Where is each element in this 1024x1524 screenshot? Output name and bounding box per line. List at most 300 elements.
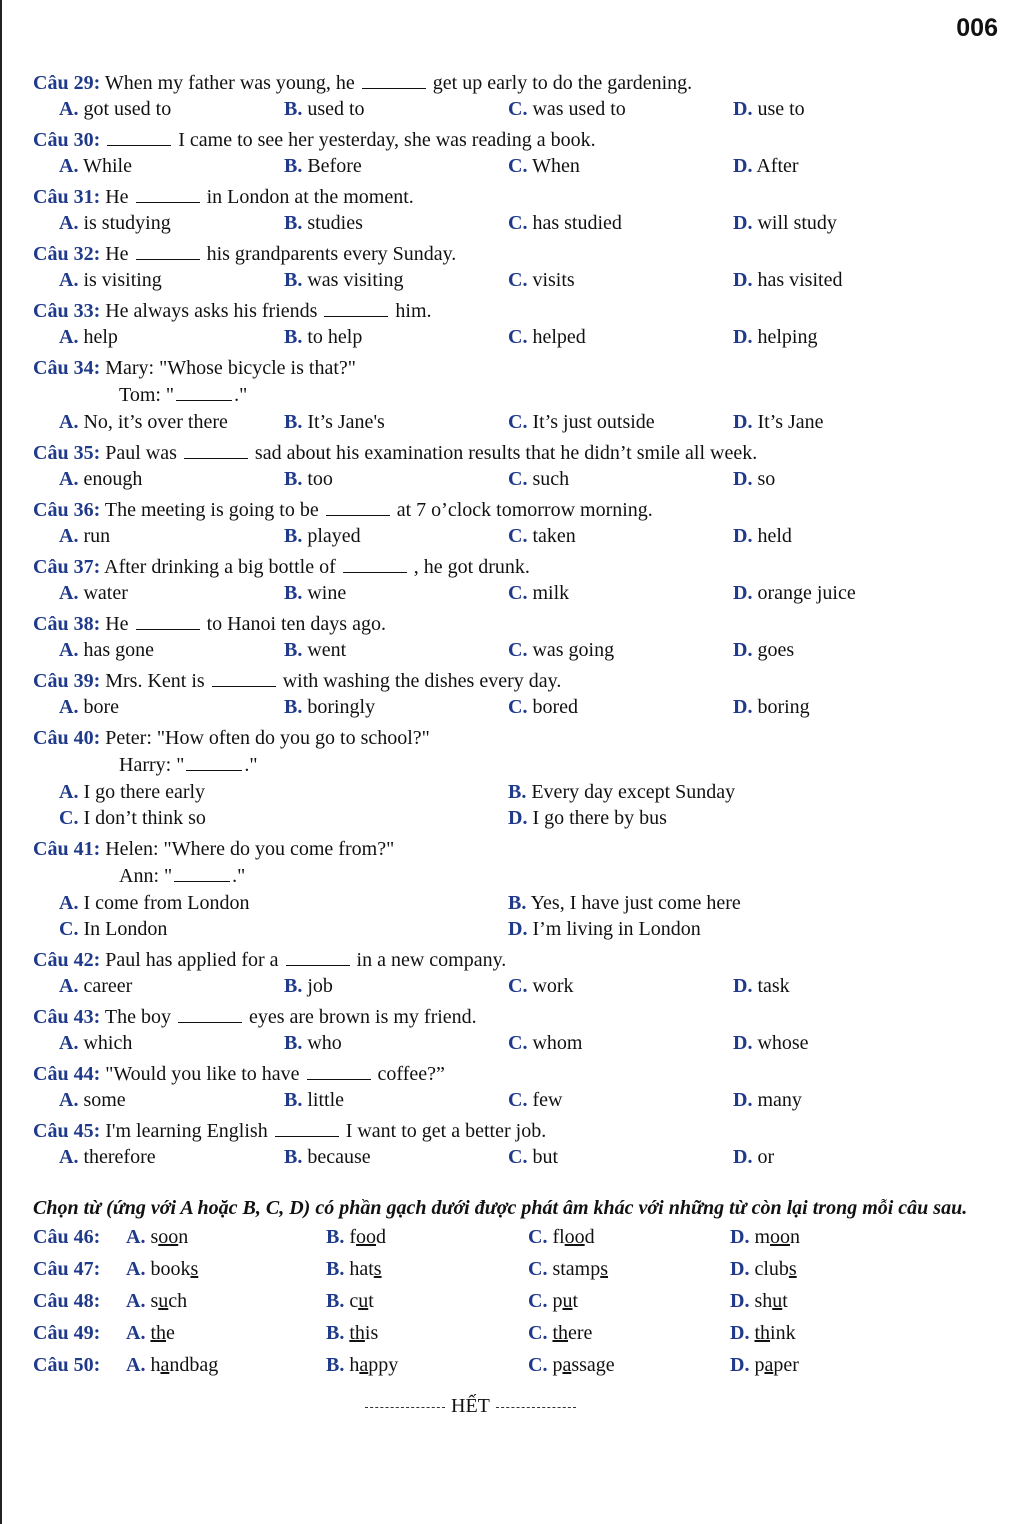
answer-option[interactable] (59, 805, 206, 832)
answer-option[interactable] (508, 523, 576, 550)
answer-option[interactable] (59, 324, 118, 351)
answer-option[interactable] (59, 153, 132, 180)
word-part: stamp (552, 1258, 601, 1280)
answer-option[interactable] (59, 779, 205, 806)
option-letter: D. (730, 1290, 750, 1312)
exam-document (33, 70, 1003, 1418)
answer-option[interactable] (730, 1285, 788, 1317)
word-part: p (754, 1354, 765, 1376)
option-letter: B. (284, 326, 303, 348)
answer-blank[interactable] (136, 615, 200, 630)
answer-option[interactable] (508, 153, 580, 180)
option-text: taken (532, 525, 576, 547)
pronunciation-instruction: Chọn từ (ứng với A hoặc B, C, D) có phần gạch dưới được phát âm khác với những từ còn lại trong mỗi câu sau. (33, 1197, 968, 1219)
question-stem (33, 440, 1003, 466)
option-letter: A. (59, 639, 79, 661)
answer-option[interactable] (59, 1144, 156, 1171)
answer-option[interactable] (730, 1221, 800, 1253)
option-text: has gone (83, 639, 154, 661)
option-letter: B. (284, 696, 303, 718)
word-part: f (349, 1226, 357, 1248)
option-letter: B. (284, 468, 303, 490)
underlined-sound: u (562, 1290, 573, 1312)
question-text-before: Paul has applied for a (105, 949, 279, 971)
answer-option[interactable] (59, 466, 142, 493)
answer-option[interactable] (733, 1144, 774, 1171)
option-text: therefore (83, 1146, 156, 1168)
option-text: While (83, 155, 132, 177)
question-text-before: He (105, 243, 129, 265)
option-text: but (532, 1146, 559, 1168)
answer-option[interactable] (326, 1221, 386, 1253)
question-text-before: When my father was young, he (104, 72, 355, 94)
question-number: Câu 40: (33, 727, 101, 749)
underlined-sound: oo (158, 1226, 179, 1248)
dialog-close: ." (244, 754, 258, 776)
answer-option[interactable] (733, 409, 824, 436)
option-text: In London (83, 918, 168, 940)
option-letter: B. (284, 155, 303, 177)
dialog-line (33, 751, 1003, 779)
question-number: Câu 47: (33, 1258, 101, 1280)
answer-option[interactable] (508, 1087, 562, 1114)
pronunciation-question (33, 1317, 1003, 1349)
answer-option[interactable] (284, 267, 403, 294)
answer-blank[interactable] (286, 951, 350, 966)
word-part: t (782, 1290, 788, 1312)
option-text: is studying (83, 212, 171, 234)
option-text: has visited (757, 269, 843, 291)
answer-option[interactable] (508, 805, 667, 832)
question-text-after: , he got drunk. (413, 556, 530, 578)
question-stem (33, 1004, 1003, 1030)
option-letter: C. (508, 582, 528, 604)
word-part: fl (552, 1226, 565, 1248)
answer-option[interactable] (59, 890, 250, 917)
option-letter: A. (59, 468, 79, 490)
question-text-before: Mrs. Kent is (105, 670, 205, 692)
option-letter: C. (508, 212, 528, 234)
option-letter: A. (59, 1032, 79, 1054)
answer-blank[interactable] (362, 74, 426, 89)
answer-options (33, 210, 1003, 237)
option-text: I go there early (83, 781, 206, 803)
option-text: enough (83, 468, 143, 490)
question-text-after: in a new company. (356, 949, 507, 971)
answer-option[interactable] (733, 694, 810, 721)
answer-option[interactable] (59, 523, 110, 550)
word-part: d (584, 1226, 595, 1248)
option-text: work (532, 975, 574, 997)
option-text: some (83, 1089, 126, 1111)
question-number: Câu 32: (33, 243, 101, 265)
answer-option[interactable] (733, 580, 856, 607)
word-part: p (552, 1290, 563, 1312)
question-number: Câu 36: (33, 499, 101, 521)
answer-option[interactable] (528, 1317, 592, 1349)
answer-blank[interactable] (136, 188, 200, 203)
answer-option[interactable] (508, 973, 574, 1000)
answer-option[interactable] (528, 1349, 615, 1381)
answer-blank[interactable] (178, 1008, 242, 1023)
option-text: job (307, 975, 333, 997)
dialog-speaker: Tom: " (119, 384, 175, 406)
option-letter: D. (733, 525, 753, 547)
question-stem (33, 241, 1003, 267)
word-part: ndbag (169, 1354, 219, 1376)
answer-option[interactable] (508, 1144, 558, 1171)
question-number: Câu 34: (33, 357, 101, 379)
option-letter: B. (326, 1258, 345, 1280)
option-letter: C. (508, 1146, 528, 1168)
answer-option[interactable] (733, 973, 790, 1000)
question-text-after: his grandparents every Sunday. (206, 243, 457, 265)
answer-option[interactable] (508, 96, 626, 123)
answer-option[interactable] (59, 409, 228, 436)
question-text-after: sad about his examination results that he didn’t smile all week. (254, 442, 758, 464)
option-letter: C. (508, 639, 528, 661)
word-part: ch (168, 1290, 188, 1312)
answer-options (33, 409, 1003, 436)
answer-blank[interactable] (343, 558, 407, 573)
question-text-before: The boy (104, 1006, 171, 1028)
question-number: Câu 41: (33, 838, 101, 860)
answer-option[interactable] (284, 973, 333, 1000)
answer-blank[interactable] (186, 756, 242, 771)
option-text: After (756, 155, 799, 177)
option-letter: A. (59, 1089, 79, 1111)
option-letter: D. (733, 582, 753, 604)
answer-option[interactable] (508, 466, 569, 493)
end-dash-left (365, 1407, 445, 1408)
underlined-sound: u (772, 1290, 783, 1312)
option-text: milk (532, 582, 570, 604)
underlined-sound: a (160, 1354, 170, 1376)
answer-option[interactable] (284, 637, 346, 664)
option-letter: C. (508, 326, 528, 348)
answer-option[interactable] (126, 1285, 187, 1317)
answer-option[interactable] (284, 1030, 342, 1057)
end-text: HẾT (451, 1395, 490, 1417)
word-part: ink (770, 1322, 796, 1344)
answer-blank[interactable] (184, 444, 248, 459)
question-stem (33, 497, 1003, 523)
answer-option[interactable] (59, 267, 162, 294)
question-number: Câu 31: (33, 186, 101, 208)
answer-option[interactable] (326, 1317, 378, 1349)
answer-option[interactable] (508, 637, 614, 664)
word-part: n (790, 1226, 801, 1248)
answer-option[interactable] (59, 694, 119, 721)
answer-option[interactable] (284, 210, 363, 237)
answer-blank[interactable] (326, 501, 390, 516)
question-text-after: to Hanoi ten days ago. (206, 613, 386, 635)
question-stem (33, 355, 1003, 381)
question-number: Câu 38: (33, 613, 101, 635)
answer-blank[interactable] (324, 302, 388, 317)
option-letter: C. (508, 155, 528, 177)
word-part: s (150, 1290, 159, 1312)
option-text: goes (757, 639, 795, 661)
word-part: h (150, 1354, 161, 1376)
answer-options (33, 1030, 1003, 1057)
question-text-after: coffee?” (377, 1063, 445, 1085)
answer-blank[interactable] (107, 131, 171, 146)
answer-option[interactable] (59, 916, 167, 943)
answer-option[interactable] (528, 1285, 578, 1317)
question-text-before: Peter: "How often do you go to school?" (105, 727, 430, 749)
option-text: who (307, 1032, 342, 1054)
question-text-before: I'm learning English (105, 1120, 268, 1142)
option-text: water (83, 582, 128, 604)
option-letter: D. (733, 212, 753, 234)
answer-option[interactable] (59, 1087, 126, 1114)
option-text: which (83, 1032, 133, 1054)
option-letter: C. (528, 1290, 548, 1312)
answer-option[interactable] (508, 580, 569, 607)
answer-option[interactable] (59, 973, 132, 1000)
option-letter: A. (59, 696, 79, 718)
answer-option[interactable] (508, 916, 701, 943)
option-text: was used to (532, 98, 626, 120)
answer-option[interactable] (508, 409, 655, 436)
answer-option[interactable] (730, 1317, 796, 1349)
option-text: will study (757, 212, 837, 234)
option-letter: C. (59, 807, 79, 829)
option-letter: A. (59, 892, 79, 914)
underlined-sound: th (552, 1322, 569, 1344)
answer-option[interactable] (733, 466, 775, 493)
option-text: whose (757, 1032, 809, 1054)
option-text: went (307, 639, 347, 661)
option-text: I’m living in London (532, 918, 701, 940)
answer-blank[interactable] (212, 672, 276, 687)
question (33, 497, 1003, 550)
underlined-sound: u (158, 1290, 169, 1312)
underlined-sound: s (788, 1258, 797, 1280)
option-letter: B. (284, 1146, 303, 1168)
option-letter: D. (733, 1089, 753, 1111)
answer-option[interactable] (730, 1349, 799, 1381)
question-number: Câu 33: (33, 300, 101, 322)
option-letter: A. (126, 1322, 146, 1344)
question-text-after: get up early to do the gardening. (432, 72, 693, 94)
option-letter: A. (126, 1226, 146, 1248)
underlined-sound: a (764, 1354, 774, 1376)
answer-option[interactable] (284, 466, 333, 493)
dialog-speaker: Harry: " (119, 754, 185, 776)
answer-option[interactable] (733, 210, 837, 237)
end-marker (33, 1395, 1003, 1418)
answer-blank[interactable] (275, 1122, 339, 1137)
question-number: Câu 35: (33, 442, 101, 464)
answer-option[interactable] (284, 153, 362, 180)
answer-option[interactable] (508, 267, 575, 294)
question (33, 554, 1003, 607)
option-letter: B. (284, 212, 303, 234)
underlined-sound: s (600, 1258, 609, 1280)
question-number: Câu 42: (33, 949, 101, 971)
answer-option[interactable] (59, 1030, 132, 1057)
answer-options (33, 1087, 1003, 1114)
answer-options (33, 153, 1003, 180)
option-letter: B. (284, 1089, 303, 1111)
answer-option[interactable] (284, 580, 346, 607)
option-text: It’s Jane's (307, 411, 385, 433)
word-part: c (349, 1290, 359, 1312)
question (33, 127, 1003, 180)
question-text-after: him. (395, 300, 432, 322)
option-letter: D. (508, 918, 528, 940)
option-letter: C. (528, 1322, 548, 1344)
answer-option[interactable] (284, 694, 375, 721)
answer-option[interactable] (284, 324, 362, 351)
option-letter: A. (59, 98, 79, 120)
option-letter: C. (508, 468, 528, 490)
pronunciation-question (33, 1349, 1003, 1381)
option-text: use to (757, 98, 805, 120)
question (33, 1061, 1003, 1114)
answer-option[interactable] (733, 637, 794, 664)
word-part: t (368, 1290, 374, 1312)
answer-blank[interactable] (136, 245, 200, 260)
option-letter: B. (284, 1032, 303, 1054)
answer-option[interactable] (284, 523, 361, 550)
answer-options (33, 779, 1003, 832)
option-letter: A. (59, 975, 79, 997)
option-text: was visiting (307, 269, 404, 291)
word-part: ssage (571, 1354, 615, 1376)
question-stem (33, 298, 1003, 324)
answer-option[interactable] (284, 96, 365, 123)
answer-option[interactable] (508, 1030, 582, 1057)
answer-option[interactable] (733, 1087, 802, 1114)
option-letter: B. (326, 1290, 345, 1312)
pronunciation-question (33, 1253, 1003, 1285)
answer-option[interactable] (326, 1349, 398, 1381)
answer-option[interactable] (59, 580, 128, 607)
answer-option[interactable] (733, 96, 805, 123)
underlined-sound: a (359, 1354, 369, 1376)
underlined-sound: oo (770, 1226, 791, 1248)
answer-option[interactable] (126, 1253, 198, 1285)
answer-option[interactable] (126, 1221, 188, 1253)
option-text: whom (532, 1032, 583, 1054)
option-letter: B. (284, 525, 303, 547)
option-letter: C. (508, 1089, 528, 1111)
question-text-before: He (105, 186, 129, 208)
answer-option[interactable] (733, 523, 792, 550)
answer-options (33, 1144, 1003, 1171)
dialog-close: ." (232, 865, 246, 887)
option-text: bored (532, 696, 578, 718)
question-stem (33, 127, 1003, 153)
option-letter: D. (730, 1354, 750, 1376)
question (33, 355, 1003, 436)
answer-option[interactable] (326, 1285, 374, 1317)
answer-option[interactable] (508, 694, 578, 721)
end-dash-right (496, 1407, 576, 1408)
option-letter: C. (508, 975, 528, 997)
option-text: few (532, 1089, 563, 1111)
question (33, 184, 1003, 237)
option-text: wine (307, 582, 347, 604)
answer-option[interactable] (733, 153, 799, 180)
option-text: Every day except Sunday (531, 781, 736, 803)
answer-option[interactable] (59, 210, 171, 237)
answer-option[interactable] (284, 1087, 344, 1114)
answer-option[interactable] (733, 267, 842, 294)
answer-option[interactable] (284, 409, 385, 436)
underlined-sound: th (150, 1322, 167, 1344)
option-text: run (83, 525, 111, 547)
option-letter: C. (508, 411, 528, 433)
option-text: It’s Jane (757, 411, 824, 433)
option-text: helping (757, 326, 818, 348)
answer-option[interactable] (508, 210, 622, 237)
answer-option[interactable] (59, 637, 154, 664)
question-stem (33, 725, 1003, 751)
option-text: has studied (532, 212, 622, 234)
option-letter: D. (508, 807, 528, 829)
answer-option[interactable] (730, 1253, 797, 1285)
option-letter: D. (733, 269, 753, 291)
dialog-speaker: Ann: " (119, 865, 173, 887)
option-text: or (757, 1146, 775, 1168)
answer-blank[interactable] (174, 867, 230, 882)
answer-option[interactable] (326, 1253, 382, 1285)
option-letter: B. (326, 1226, 345, 1248)
question (33, 668, 1003, 721)
option-text: When (532, 155, 580, 177)
option-letter: D. (733, 1146, 753, 1168)
answer-option[interactable] (284, 1144, 371, 1171)
option-text: to help (307, 326, 363, 348)
option-letter: B. (326, 1354, 345, 1376)
option-letter: A. (126, 1258, 146, 1280)
page-number: 006 (956, 14, 998, 42)
option-letter: D. (733, 155, 753, 177)
answer-option[interactable] (528, 1221, 595, 1253)
word-part: sh (754, 1290, 773, 1312)
answer-option[interactable] (733, 1030, 809, 1057)
answer-option[interactable] (528, 1253, 608, 1285)
option-text: held (757, 525, 792, 547)
answer-option[interactable] (508, 779, 735, 806)
answer-option[interactable] (126, 1349, 218, 1381)
answer-option[interactable] (126, 1317, 175, 1349)
answer-option[interactable] (508, 324, 586, 351)
word-part: book (150, 1258, 191, 1280)
answer-option[interactable] (508, 890, 741, 917)
question-stem (33, 184, 1003, 210)
option-text: It’s just outside (532, 411, 655, 433)
answer-blank[interactable] (176, 386, 232, 401)
answer-option[interactable] (59, 96, 171, 123)
option-letter: B. (284, 582, 303, 604)
underlined-sound: u (358, 1290, 369, 1312)
option-letter: A. (126, 1290, 146, 1312)
question-text-before: Mary: "Whose bicycle is that?" (105, 357, 356, 379)
answer-options (33, 890, 1003, 943)
word-part: t (572, 1290, 579, 1312)
underlined-sound: s (373, 1258, 382, 1280)
answer-blank[interactable] (307, 1065, 371, 1080)
question-number: Câu 44: (33, 1063, 101, 1085)
answer-option[interactable] (733, 324, 817, 351)
question (33, 611, 1003, 664)
option-text: I come from London (83, 892, 250, 914)
